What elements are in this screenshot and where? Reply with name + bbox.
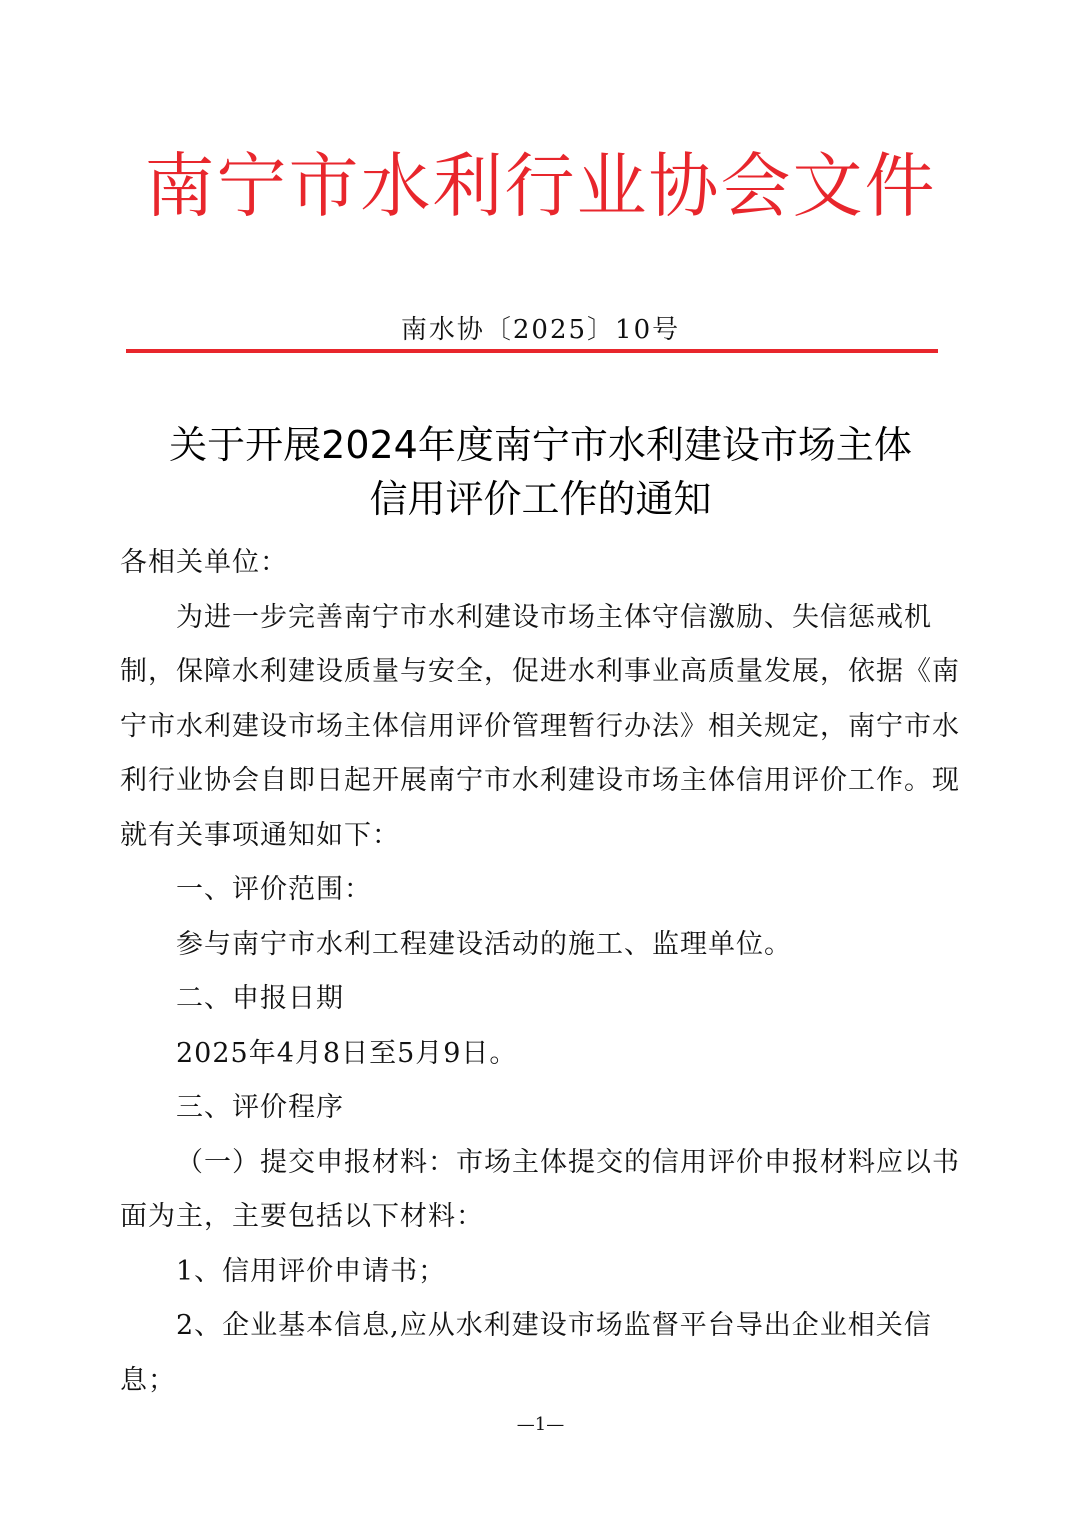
issuing-organization-title: 南宁市水利行业协会文件 — [144, 145, 937, 227]
notice-title-line-1: 关于开展2024年度南宁市水利建设市场主体 — [169, 423, 912, 467]
section-3-subsection-1: （一）提交申报材料：市场主体提交的信用评价申报材料应以书面为主，主要包括以下材料： — [120, 1146, 960, 1232]
salutation: 各相关单位： — [120, 547, 288, 578]
section-1-heading: 一、评价范围： — [176, 874, 372, 905]
section-1-text: 参与南宁市水利工程建设活动的施工、监理单位。 — [176, 928, 792, 960]
material-item-1: 1、信用评价申请书； — [176, 1255, 447, 1287]
red-divider-line — [126, 349, 938, 353]
page-number: —1— — [516, 1414, 565, 1435]
notice-title-line-2: 信用评价工作的通知 — [369, 477, 712, 521]
section-3-heading: 三、评价程序 — [176, 1092, 344, 1123]
intro-paragraph: 为进一步完善南宁市水利建设市场主体守信激励、失信惩戒机制，保障水利建设质量与安全，促进水利事业高质量发展，依据《南宁市水利建设市场主体信用评价管理暂行办法》相关规定，南宁市水利行业协会自即日起开展南宁市水利建设市场主体信用评价工作。现就有关事项通知如下： — [120, 601, 960, 851]
document-number: 南水协〔2025〕10号 — [400, 315, 681, 345]
section-2-text: 2025年4月8日至5月9日。 — [176, 1037, 518, 1069]
material-item-2: 2、企业基本信息,应从水利建设市场监督平台导出企业相关信息； — [120, 1310, 932, 1396]
notice-body — [120, 536, 970, 1408]
notice-title — [0, 418, 1081, 526]
section-2-heading: 二、申报日期 — [176, 983, 344, 1014]
